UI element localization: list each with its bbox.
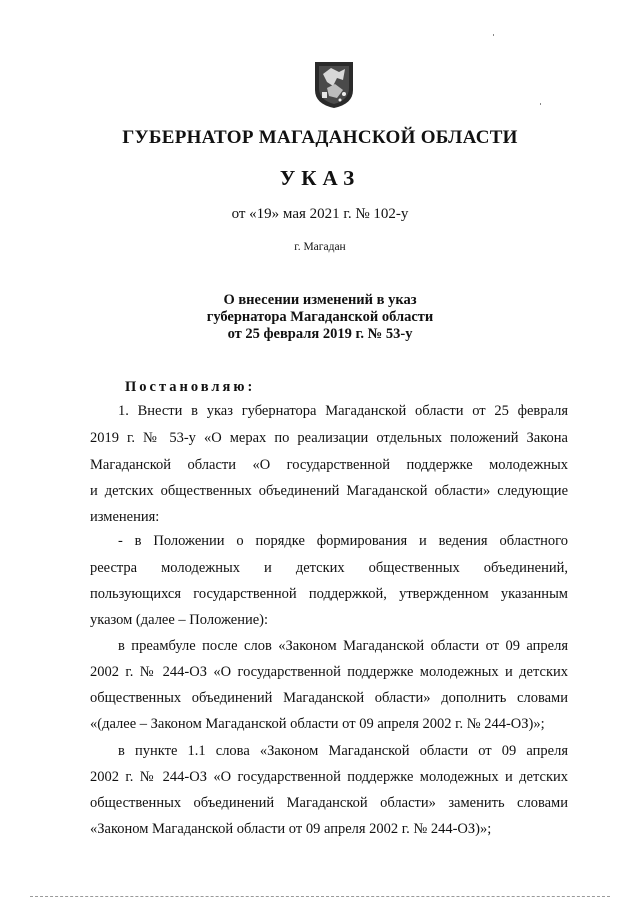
body-line: в преамбуле после слов «Законом Магаданской области от 09 апреля	[118, 638, 568, 654]
scan-speck	[493, 34, 494, 36]
body-line: изменения:	[90, 509, 160, 525]
body-line: 2002 г. № 244-ОЗ «О государственной поддержке молодежных и детских	[90, 769, 568, 785]
coat-of-arms-icon	[313, 60, 355, 110]
body-line: - в Положении о порядке формирования и ведения областного	[118, 533, 568, 549]
body-line: пользующихся государственной поддержкой, утвержденном указанным	[90, 586, 568, 602]
body-line: общественных объединений Магаданской области» заменить словами	[90, 795, 568, 811]
date-line: от «19» мая 2021 г. № 102-у	[231, 206, 409, 222]
body-line: указом (далее – Положение):	[90, 612, 269, 628]
body-line: 2019 г. № 53-у «О мерах по реализации отдельных положений Закона	[90, 430, 568, 446]
organization-title: ГУБЕРНАТОР МАГАДАНСКОЙ ОБЛАСТИ	[122, 127, 518, 148]
document-type: УКАЗ	[279, 166, 361, 190]
body-line: 2002 г. № 244-ОЗ «О государственной поддержке молодежных и детских	[90, 664, 568, 680]
subject-line: от 25 февраля 2019 г. № 53-у	[227, 326, 413, 342]
body-line: и детских общественных объединений Магаданской области» следующие	[90, 483, 568, 499]
scan-speck	[540, 103, 541, 105]
decree-word: Постановляю:	[125, 379, 256, 395]
subject-line: О внесении изменений в указ	[223, 292, 417, 308]
body-line: общественных объединений Магаданской области» дополнить словами	[90, 690, 568, 706]
body-line: в пункте 1.1 слова «Законом Магаданской области от 09 апреля	[118, 743, 568, 759]
body-line: реестра молодежных и детских общественных объединений,	[90, 560, 568, 576]
subject-line: губернатора Магаданской области	[206, 309, 434, 325]
scan-edge-marks	[30, 896, 610, 899]
subject-heading	[0, 292, 640, 343]
body-line: «(далее – Законом Магаданской области от 09 апреля 2002 г. № 244-ОЗ)»;	[90, 716, 545, 732]
body-line: Магаданской области «О государственной поддержке молодежных	[90, 457, 568, 473]
body-line: 1. Внести в указ губернатора Магаданской области от 25 февраля	[118, 403, 568, 419]
city-label: г. Магадан	[294, 241, 346, 253]
body-line: «Законом Магаданской области от 09 апреля 2002 г. № 244-ОЗ)»;	[90, 821, 492, 837]
